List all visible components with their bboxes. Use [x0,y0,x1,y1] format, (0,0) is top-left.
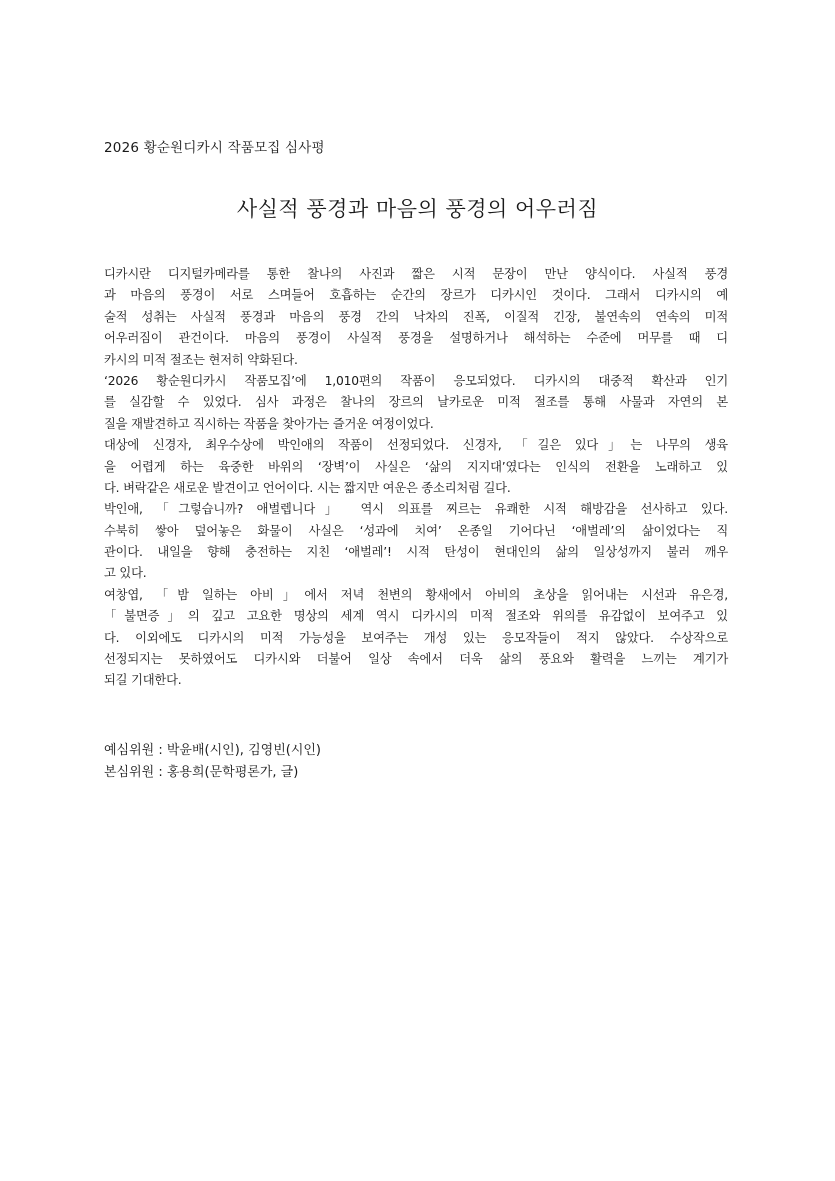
document-header: 2026 황순원디카시 작품모집 심사평 [104,140,325,156]
body-line: 박인애, 「그렇습니까? 애벌렙니다」 역시 의표를 찌르는 유쾌한 시적 해방감을 선사하고 있다. [104,502,728,517]
body-line: 「불면증」의 깊고 고요한 명상의 세계 역시 디카시의 미적 절조와 위의를 유감없이 보여주고 있 [104,609,728,624]
judge-line: 본심위원 : 홍용희(문학평론가, 글) [104,765,299,780]
body-line: 대상에 신경자, 최우수상에 박인애의 작품이 선정되었다. 신경자, 「길은 있다」는 나무의 생육 [104,438,728,453]
body-line: 술적 성취는 사실적 풍경과 마음의 풍경 간의 낙차의 진폭, 이질적 긴장, 불연속의 연속의 미적 [104,309,728,324]
review-body [104,264,728,692]
body-line: 되길 기대한다. [104,673,182,688]
document-title: 사실적 풍경과 마음의 풍경의 어우러짐 [236,197,599,221]
body-line: 다. 벼락같은 새로운 발견이고 언어이다. 시는 짧지만 여운은 종소리처럼 길다. [104,480,511,495]
body-line: 를 실감할 수 있었다. 심사 과정은 찰나의 장르의 날카로운 미적 절조를 통해 사물과 자연의 본 [104,395,728,410]
body-line: 질을 재발견하고 직시하는 작품을 찾아가는 즐거운 여정이었다. [104,416,434,431]
body-line: 고 있다. [104,566,147,581]
body-line: 카시의 미적 절조는 현저히 약화된다. [104,352,298,367]
body-line: 과 마음의 풍경이 서로 스며들어 호흡하는 순간의 장르가 디카시인 것이다. 그래서 디카시의 예 [104,288,728,303]
body-line: 어우러짐이 관건이다. 마음의 풍경이 사실적 풍경을 설명하거나 해석하는 수준에 머무를 때 디 [104,331,728,346]
body-line: ‘2026 황순원디카시 작품모집’에 1,010편의 작품이 응모되었다. 디카시의 대중적 확산과 인기 [104,373,728,388]
body-line: 수북히 쌓아 덮어놓은 화물이 사실은 ‘성과에 치여’ 온종일 기어다닌 ‘애벌레’의 삶이었다는 직 [104,523,728,538]
body-line: 선정되지는 못하였어도 디카시와 더불어 일상 속에서 더욱 삶의 풍요와 활력을 느끼는 계기가 [104,652,728,667]
body-line: 을 어렵게 하는 육중한 바위의 ‘장벽’이 사실은 ‘삶의 지지대’였다는 인식의 전환을 노래하고 있 [104,459,728,474]
judge-line: 예심위원 : 박윤배(시인), 김영빈(시인) [104,743,322,758]
body-line: 다. 이외에도 디카시의 미적 가능성을 보여주는 개성 있는 응모작들이 적지 않았다. 수상작으로 [104,630,728,645]
judges-list [104,740,321,784]
body-line: 관이다. 내일을 향해 충전하는 지친 ‘애벌레’! 시적 탄성이 현대인의 삶의 일상성까지 불러 깨우 [104,545,728,560]
body-line: 여창엽, 「밤 일하는 아비」에서 저녁 천변의 황새에서 아비의 초상을 읽어내는 시선과 유은경, [104,587,728,602]
body-line: 디카시란 디지털카메라를 통한 찰나의 사진과 짧은 시적 문장이 만난 양식이다. 사실적 풍경 [104,267,728,281]
